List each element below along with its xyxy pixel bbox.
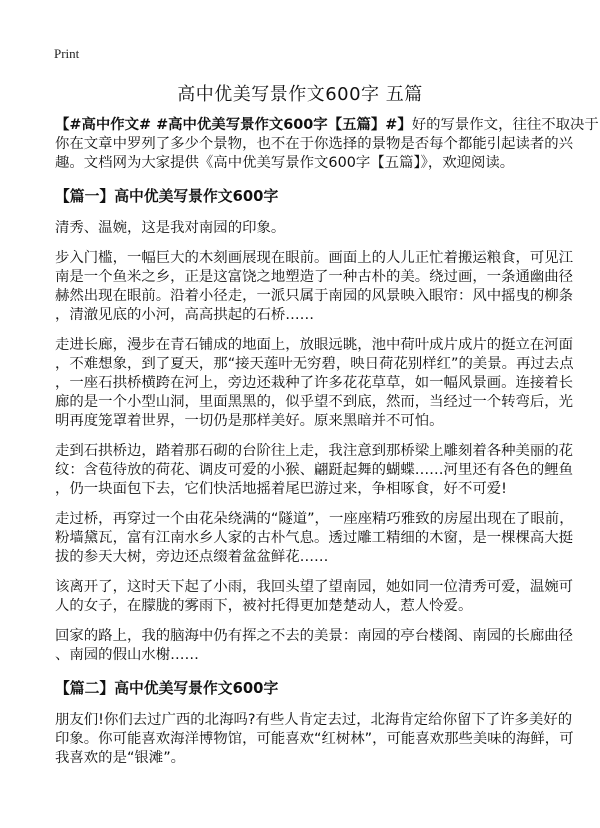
paragraph-line: ，一座石拱桥横跨在河上，旁边还栽种了许多花花草草，如一幅风景画。连接着长 (55, 375, 574, 391)
paragraph-line: 廊的是一个小型山洞，里面黑黑的，似乎望不到底，然而，当经过一个转弯后，光 (55, 394, 574, 410)
page-title: 高中优美写景作文600字 五篇 (177, 84, 423, 105)
intro-line (55, 116, 599, 135)
paragraph (55, 711, 574, 768)
paragraph-line: 人的女子，在朦胧的雾雨下，被衬托得更加楚楚动人，惹人怜爱。 (55, 598, 473, 614)
paragraph (55, 627, 574, 665)
paragraph-line: 我喜欢的是“银滩”。 (55, 750, 186, 766)
paragraph-line: 南是一个鱼米之乡，正是这富饶之地塑造了一种古朴的美。绕过画，一条通幽曲径 (55, 269, 574, 285)
intro-line: 趣。文档网为大家提供《高中优美写景作文600字【五篇】》，欢迎阅读。 (55, 155, 515, 171)
paragraph-line: 朋友们!你们去过广西的北海吗?有些人肯定去过，北海肯定给你留下了许多美好的 (55, 712, 573, 728)
paragraph-line: ，仍一块面包下去，它们快活地摇着尾巴游过来，争相啄食，好不可爱! (55, 481, 507, 497)
paragraph-line: 步入门槛，一幅巨大的木刻画展现在眼前。画面上的人儿正忙着搬运粮食，可见江 (55, 250, 574, 266)
section-heading-1: 【篇一】高中优美写景作文600字 (55, 188, 279, 205)
paragraph-line: 粉墙黛瓦，富有江南水乡人家的古朴气息。透过雕工精细的木窗，是一棵棵高大挺 (55, 530, 574, 546)
paragraph-line: 清秀、温婉，这是我对南园的印象。 (55, 220, 286, 236)
intro-line: 你在文章中罗列了多少个景物，也不在于你选择的景物是否每个都能引起读者的兴 (55, 136, 574, 152)
paragraph-line: 走到石拱桥边，踏着那石砌的台阶往上走，我注意到那桥梁上雕刻着各种美丽的花 (55, 443, 574, 459)
paragraph-line: ，清澈见底的小河，高高拱起的石桥…… (55, 307, 315, 323)
paragraph (55, 578, 574, 616)
section-2-paragraphs (55, 711, 574, 768)
paragraph-line: 走过桥，再穿过一个由花朵绕满的“隧道”，一座座精巧雅致的房屋出现在了眼前， (55, 511, 574, 527)
paragraph (55, 442, 574, 499)
paragraph-line: 该离开了，这时天下起了小雨，我回头望了望南园，她如同一位清秀可爱，温婉可 (55, 579, 574, 595)
intro-paragraph (55, 116, 599, 173)
paragraph-line: 赫然出现在眼前。沿着小径走，一派只属于南园的风景映入眼帘：风中摇曳的柳条 (55, 288, 574, 304)
document-body (55, 116, 599, 779)
print-link[interactable]: Print (54, 46, 80, 61)
paragraph-line: 回家的路上，我的脑海中仍有挥之不去的美景：南园的亭台楼阁、南园的长廊曲径 (55, 628, 574, 644)
paragraph-line: 、南园的假山水榭…… (55, 647, 199, 663)
paragraph (55, 219, 555, 238)
paragraph-line: ，不难想象，到了夏天，那“接天莲叶无穷碧，映日荷花别样红”的美景。再过去点 (55, 356, 574, 372)
paragraph (55, 249, 574, 325)
intro-tag: 【#高中作文# #高中优美写景作文600字【五篇】#】 (55, 117, 412, 133)
section-heading-2: 【篇二】高中优美写景作文600字 (55, 680, 279, 697)
paragraph (55, 510, 574, 567)
intro-text: 好的写景作文，往往不取决于 (411, 117, 599, 133)
paragraph-line: 印象。你可能喜欢海洋博物馆，可能喜欢“红树林”，可能喜欢那些美味的海鲜，可 (55, 731, 574, 747)
paragraph-line: 走进长廊，漫步在青石铺成的地面上，放眼远眺，池中荷叶成片成片的挺立在河面 (55, 337, 574, 353)
paragraph (55, 336, 574, 431)
section-1-paragraphs (55, 219, 574, 665)
paragraph-line: 纹：含苞待放的荷花、调皮可爱的小猴、翩跹起舞的蝴蝶……河里还有各色的鲤鱼 (55, 462, 574, 478)
paragraph-line: 拔的参天大树，旁边还点缀着盆盆鲜花…… (55, 549, 329, 565)
paragraph-line: 明再度笼罩着世界，一切仍是那样美好。原来黑暗并不可怕。 (55, 413, 444, 429)
